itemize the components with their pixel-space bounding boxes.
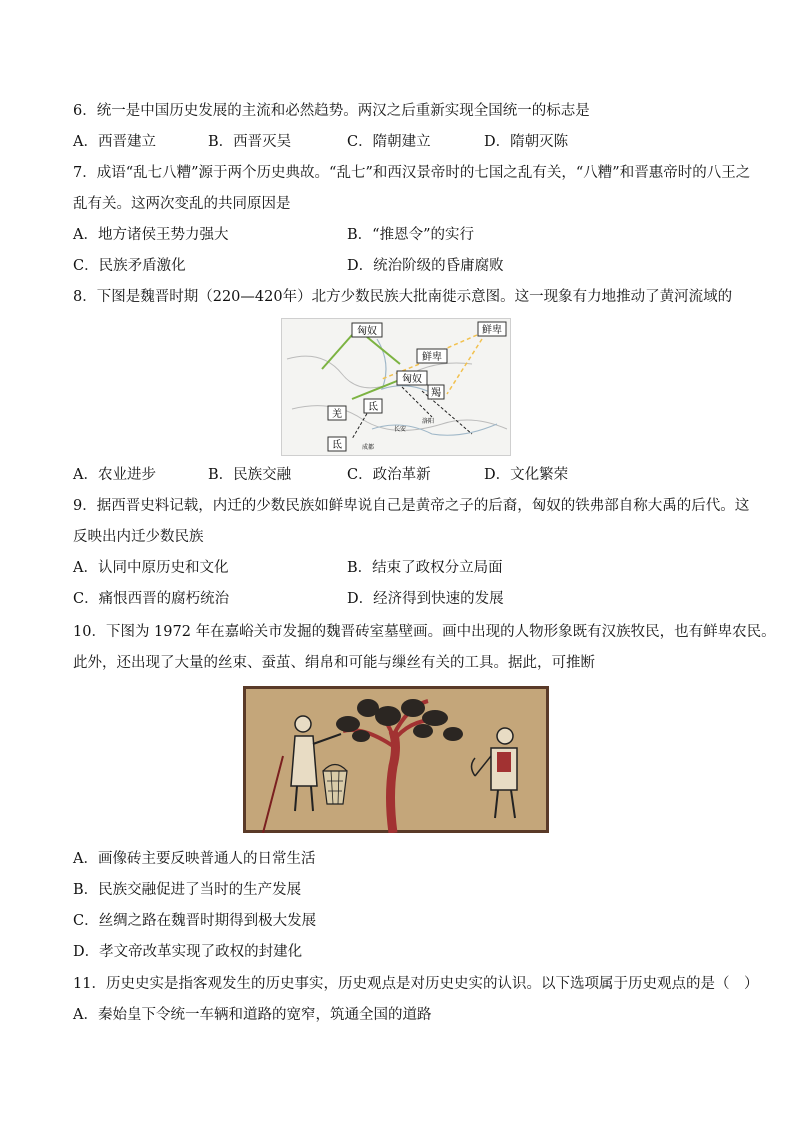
question-11-stem: 11．历史史实是指客观发生的历史事实，历史观点是对历史史实的认识。以下选项属于历史观点的是（ ）	[73, 976, 759, 992]
question-7-option-c: C．民族矛盾激化	[73, 258, 186, 274]
question-8-option-b: B．民族交融	[208, 467, 292, 483]
map-label-chengdu: 成都	[362, 444, 375, 451]
question-10-option-c: C．丝绸之路在魏晋时期得到极大发展	[73, 913, 317, 929]
question-10-option-b: B．民族交融促进了当时的生产发展	[73, 882, 302, 898]
map-label-changan: 长安	[394, 426, 407, 433]
tomb-mural-painting	[243, 686, 549, 833]
question-9-option-b: B．结束了政权分立局面	[347, 560, 503, 576]
map-label-qiang: 羌	[332, 409, 342, 420]
map-label-di-south: 氐	[332, 440, 342, 451]
migration-arrow	[367, 337, 400, 364]
map-label-luoyang: 洛阳	[422, 418, 435, 425]
question-9-option-d: D．经济得到快速的发展	[347, 591, 504, 607]
question-9-stem-line-1: 9．据西晋史料记载，内迁的少数民族如鲜卑说自己是黄帝之子的后裔，匈奴的铁弗部自称大禹的后代。这	[73, 498, 750, 514]
map-label-jie: 羯	[431, 388, 441, 399]
question-6-option-b: B．西晋灭吴	[208, 134, 292, 150]
question-9-stem-line-2: 反映出内迁少数民族	[73, 529, 204, 545]
question-11-option-a: A．秦始皇下令统一车辆和道路的宽窄，筑通全国的道路	[73, 1007, 432, 1023]
map-label-di: 氐	[368, 402, 378, 413]
migration-arrow	[352, 381, 397, 399]
question-7-option-d: D．统治阶级的昏庸腐败	[347, 258, 504, 274]
hanging-basket	[323, 765, 347, 805]
question-6-option-c: C．隋朝建立	[347, 134, 431, 150]
question-6-option-d: D．隋朝灭陈	[484, 134, 569, 150]
question-9-option-a: A．认同中原历史和文化	[73, 560, 229, 576]
question-10-option-d: D．孝文帝改革实现了政权的封建化	[73, 944, 303, 960]
question-10-option-a: A．画像砖主要反映普通人的日常生活	[73, 851, 316, 867]
question-8-stem: 8．下图是魏晋时期（220—420年）北方少数民族大批南徙示意图。这一现象有力地推动了黄河流域的	[73, 289, 733, 305]
tomb-mural-figure	[243, 686, 549, 833]
migration-map-figure	[281, 318, 511, 456]
question-8-option-c: C．政治革新	[347, 467, 431, 483]
migration-map	[282, 319, 510, 455]
question-8-option-d: D．文化繁荣	[484, 467, 569, 483]
question-6-option-a: A．西晋建立	[73, 134, 156, 150]
question-10-stem-line-1: 10．下图为 1972 年在嘉峪关市发掘的魏晋砖室墓壁画。画中出现的人物形象既有汉族牧民，也有鲜卑农民。	[73, 624, 776, 640]
question-7-option-b: B．“推恩令”的实行	[347, 227, 474, 243]
question-7-option-a: A．地方诸侯王势力强大	[73, 227, 229, 243]
map-label-xianbei: 鲜卑	[422, 352, 442, 363]
migration-arrow	[447, 339, 482, 394]
question-10-stem-line-2: 此外，还出现了大量的丝束、蚕茧、绢帛和可能与缫丝有关的工具。据此，可推断	[73, 655, 595, 671]
question-7-stem-line-1: 7．成语“乱七八糟”源于两个历史典故。“乱七”和西汉景帝时的七国之乱有关，“八糟”和晋惠帝时的八王之	[73, 165, 751, 181]
question-7-stem-line-2: 乱有关。这两次变乱的共同原因是	[73, 196, 291, 212]
question-8-option-a: A．农业进步	[73, 467, 156, 483]
question-6-stem: 6．统一是中国历史发展的主流和必然趋势。两汉之后重新实现全国统一的标志是	[73, 103, 590, 119]
map-label-xiongnu: 匈奴	[402, 374, 422, 385]
map-label-xiongnu-north: 匈奴	[357, 326, 377, 337]
question-9-option-c: C．痛恨西晋的腐朽统治	[73, 591, 230, 607]
migration-arrow	[322, 335, 352, 369]
map-label-xianbei-northeast: 鲜卑	[482, 325, 502, 336]
